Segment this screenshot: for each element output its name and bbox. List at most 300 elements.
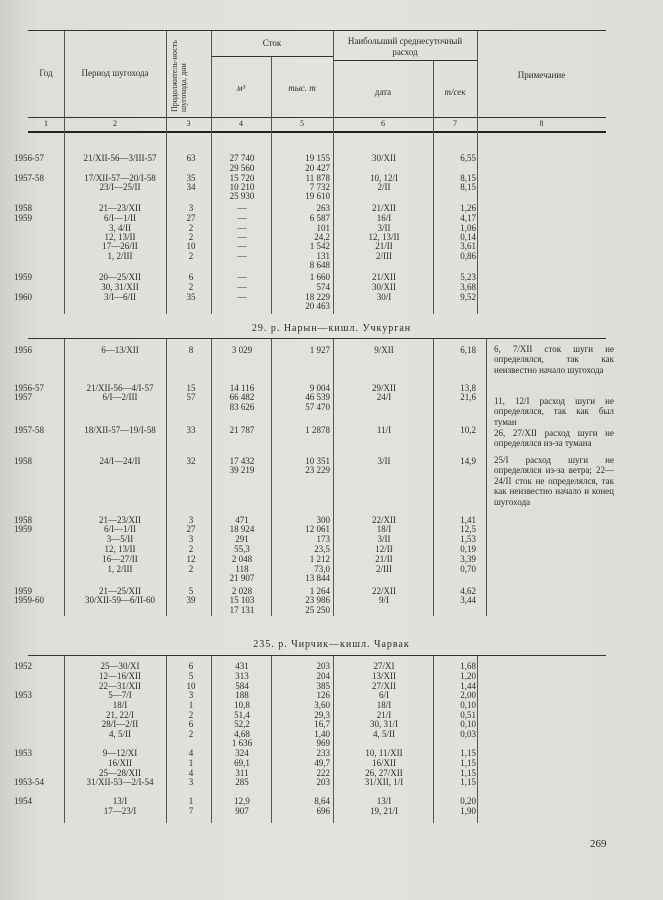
cell-date: 18/I (376, 524, 392, 534)
col-divider (64, 338, 65, 616)
cell-m3: — (237, 223, 247, 233)
cell-year: 1957-58 (14, 173, 44, 183)
cell-rate: 1,06 (460, 223, 476, 233)
cell-t: 19 155 (305, 153, 330, 163)
cell-rate: 9,52 (460, 292, 476, 302)
cell-period: 6/I—1/II (104, 213, 136, 223)
cell-days: 35 (186, 173, 196, 183)
cell-t: 969 (316, 738, 330, 748)
cell-period: 18/XII-57—19/I-58 (84, 425, 156, 435)
cell-t: 1 264 (309, 586, 330, 596)
cell-m3: 907 (235, 806, 249, 816)
cell-m3: 4,68 (234, 729, 250, 739)
cell-year: 1958 (14, 515, 32, 525)
cell-date: 16/XII (372, 758, 396, 768)
cell-t: 12 061 (305, 524, 330, 534)
cell-t: 20 463 (305, 301, 330, 311)
header-period: Период шугохода (81, 68, 149, 78)
cell-rate: 0,19 (460, 544, 476, 554)
header-duration: Продолжитель-ность шугохода, дни (170, 40, 188, 112)
cell-m3: — (237, 232, 247, 242)
cell-t: 1 212 (309, 554, 330, 564)
cell-m3: 188 (235, 690, 249, 700)
column-number: 5 (300, 119, 304, 128)
cell-rate: 3,61 (460, 241, 476, 251)
cell-year: 1958 (14, 456, 32, 466)
cell-t: 23,5 (314, 544, 330, 554)
cell-t: 13 844 (305, 573, 330, 583)
cell-year: 1953 (14, 748, 32, 758)
cell-m3: 118 (235, 564, 249, 574)
cell-date: 9/XII (374, 345, 394, 355)
cell-days: 39 (186, 595, 196, 605)
cell-days: 1 (188, 700, 194, 710)
cell-days: 6 (188, 272, 194, 282)
cell-date: 22/XII (372, 586, 396, 596)
cell-rate: 6,55 (460, 153, 476, 163)
cell-period: 6—13/XII (101, 345, 139, 355)
cell-m3: 51,4 (234, 710, 250, 720)
cell-rate: 0,86 (460, 251, 476, 261)
header-rule (28, 117, 606, 118)
cell-date: 10, 12/I (370, 173, 398, 183)
cell-rate: 21,6 (460, 392, 476, 402)
cell-rate: 8,15 (460, 182, 476, 192)
cell-days: 2 (188, 282, 194, 292)
cell-m3: — (237, 241, 247, 251)
cell-m3: 14 116 (229, 383, 255, 393)
maxflow-sub-rule (334, 60, 477, 61)
cell-period: 4, 5/II (109, 729, 131, 739)
cell-period: 30/XII-59—6/II-60 (85, 595, 155, 605)
cell-rate: 0,10 (460, 719, 476, 729)
col-divider (211, 338, 212, 616)
cell-t: 222 (316, 768, 330, 778)
cell-date: 13/XII (372, 671, 396, 681)
cell-days: 4 (188, 748, 194, 758)
section-title: 235. р. Чирчик—кишл. Чарвак (253, 639, 410, 650)
cell-t: 11 878 (305, 173, 330, 183)
cell-days: 6 (188, 661, 194, 671)
cell-t: 131 (316, 251, 330, 261)
cell-period: 21—25/XII (99, 586, 141, 596)
cell-period: 21, 22/I (106, 710, 134, 720)
cell-m3: — (237, 272, 247, 282)
cell-date: 3/II (377, 223, 391, 233)
cell-t: 203 (316, 777, 330, 787)
cell-m3: 15 103 (229, 595, 255, 605)
cell-m3: 3 029 (231, 345, 253, 355)
cell-m3: — (237, 213, 247, 223)
cell-days: 4 (188, 768, 194, 778)
cell-m3: 25 930 (229, 191, 255, 201)
cell-date: 3/II (377, 456, 391, 466)
cell-rate: 0,14 (460, 232, 476, 242)
cell-date: 18/I (376, 700, 392, 710)
cell-t: 7 732 (309, 182, 330, 192)
cell-date: 22/XII (372, 515, 396, 525)
cell-rate: 1,15 (460, 768, 476, 778)
header-flow-t: тыс. т (288, 83, 316, 93)
cell-date: 12/II (375, 544, 393, 554)
cell-m3: 83 626 (229, 402, 255, 412)
cell-m3: 10,8 (234, 700, 250, 710)
cell-rate: 6,18 (460, 345, 476, 355)
header-maxflow: Наибольший среднесуточный расход (347, 36, 463, 57)
cell-rate: 2,00 (460, 690, 476, 700)
cell-days: 3 (188, 203, 194, 213)
cell-period: 12, 13/II (104, 232, 136, 242)
cell-t: 385 (316, 681, 330, 691)
cell-t: 173 (316, 534, 330, 544)
cell-t: 3,60 (314, 700, 330, 710)
cell-year: 1959 (14, 586, 32, 596)
cell-m3: 324 (235, 748, 249, 758)
cell-m3: 2 028 (231, 586, 253, 596)
cell-t: 696 (316, 806, 330, 816)
cell-rate: 0,20 (460, 796, 476, 806)
cell-year: 1956-57 (14, 153, 44, 163)
cell-period: 25—28/XII (99, 768, 141, 778)
cell-date: 27/XI (373, 661, 395, 671)
cell-period: 21—23/XII (99, 515, 141, 525)
cell-t: 233 (316, 748, 330, 758)
cell-days: 6 (188, 719, 194, 729)
cell-date: 26, 27/XII (365, 768, 403, 778)
cell-period: 1, 2/III (107, 564, 133, 574)
cell-date: 21/I (376, 710, 392, 720)
cell-period: 30, 31/XII (101, 282, 139, 292)
cell-t: 263 (316, 203, 330, 213)
cell-date: 21/XII (372, 203, 396, 213)
cell-rate: 0,70 (460, 564, 476, 574)
cell-m3: 55,3 (234, 544, 250, 554)
col-divider (433, 338, 434, 616)
cell-days: 1 (188, 758, 194, 768)
cell-rate: 4,17 (460, 213, 476, 223)
cell-days: 3 (188, 515, 194, 525)
cell-days: 3 (188, 534, 194, 544)
cell-m3: 18 924 (229, 524, 255, 534)
cell-m3: 21 907 (229, 573, 255, 583)
cell-t: 1,40 (314, 729, 330, 739)
cell-t: 18 229 (305, 292, 330, 302)
cell-days: 12 (186, 554, 196, 564)
cell-period: 28/I—2/II (101, 719, 139, 729)
cell-date: 12, 13/II (368, 232, 400, 242)
cell-rate: 4,62 (460, 586, 476, 596)
cell-days: 15 (186, 383, 196, 393)
header-date: дата (374, 87, 392, 97)
cell-period: 1, 2/III (107, 251, 133, 261)
col-divider (211, 31, 212, 314)
cell-t: 29,3 (314, 710, 330, 720)
cell-year: 1959 (14, 524, 32, 534)
cell-m3: — (237, 251, 247, 261)
cell-date: 9/I (379, 595, 389, 605)
cell-date: 30/XII (372, 153, 396, 163)
cell-period: 3, 4/II (109, 223, 131, 233)
cell-m3: 21 787 (229, 425, 255, 435)
cell-rate: 1,26 (460, 203, 476, 213)
cell-t: 300 (316, 515, 330, 525)
cell-m3: 313 (235, 671, 249, 681)
cell-t: 8,64 (314, 796, 330, 806)
cell-days: 5 (188, 671, 194, 681)
cell-rate: 1,41 (460, 515, 476, 525)
cell-period: 21/XII-56—4/I-57 (86, 383, 154, 393)
cell-days: 3 (188, 777, 194, 787)
cell-t: 23 229 (305, 465, 330, 475)
cell-date: 6/I (379, 690, 389, 700)
cell-days: 35 (186, 292, 196, 302)
cell-days: 1 (188, 796, 194, 806)
cell-date: 2/III (376, 564, 392, 574)
cell-year: 1957 (14, 392, 32, 402)
cell-m3: 17 432 (229, 456, 255, 466)
cell-days: 3 (188, 690, 194, 700)
cell-period: 3/I—6/II (104, 292, 136, 302)
column-number: 7 (453, 119, 457, 128)
cell-days: 63 (186, 153, 196, 163)
cell-m3: 27 740 (229, 153, 255, 163)
note: 6, 7/XII сток шуги не определялся, так как неизвестно начало шугохода (494, 344, 614, 375)
cell-rate: 5,23 (460, 272, 476, 282)
cell-date: 21/XII (372, 272, 396, 282)
cell-date: 4, 5/II (373, 729, 395, 739)
cell-t: 6 587 (309, 213, 330, 223)
cell-t: 16,7 (314, 719, 330, 729)
cell-rate: 10,2 (460, 425, 476, 435)
cell-rate: 0,51 (460, 710, 476, 720)
flow-sub-rule (212, 56, 334, 57)
cell-t: 46 539 (305, 392, 330, 402)
cell-date: 30/I (376, 292, 392, 302)
cell-t: 574 (316, 282, 330, 292)
header-note: Примечание (517, 70, 566, 80)
cell-period: 12, 13/II (104, 544, 136, 554)
cell-period: 22—31/XII (99, 681, 141, 691)
cell-m3: 291 (235, 534, 249, 544)
cell-rate: 1,44 (460, 681, 476, 691)
cell-days: 34 (186, 182, 196, 192)
cell-date: 10, 11/XII (365, 748, 403, 758)
cell-days: 2 (188, 729, 194, 739)
cell-period: 17—23/I (103, 806, 137, 816)
cell-t: 1 2878 (305, 425, 330, 435)
cell-date: 16/I (376, 213, 392, 223)
cell-year: 1952 (14, 661, 32, 671)
cell-m3: 17 131 (229, 605, 255, 615)
cell-year: 1959-60 (14, 595, 44, 605)
cell-period: 18/I (112, 700, 128, 710)
column-number: 3 (186, 119, 191, 128)
cell-rate: 1,15 (460, 758, 476, 768)
cell-m3: 2 048 (231, 554, 253, 564)
cell-period: 6/I—1/II (104, 524, 136, 534)
cell-period: 21—23/XII (99, 203, 141, 213)
cell-m3: 15 720 (229, 173, 255, 183)
cell-days: 27 (186, 213, 196, 223)
cell-rate: 1,20 (460, 671, 476, 681)
column-number: 1 (44, 119, 48, 128)
cell-m3: — (237, 292, 247, 302)
col-divider (477, 655, 478, 823)
cell-rate: 3,39 (460, 554, 476, 564)
cell-t: 126 (316, 690, 330, 700)
cell-m3: 66 482 (229, 392, 255, 402)
cell-rate: 1,53 (460, 534, 476, 544)
note: 26, 27/XII расход шуги не определялся из-за тумана (494, 428, 614, 449)
cell-date: 29/XII (372, 383, 396, 393)
cell-t: 101 (316, 223, 330, 233)
cell-days: 10 (186, 241, 196, 251)
cell-period: 16—27/II (102, 554, 138, 564)
cell-date: 24/I (376, 392, 392, 402)
col-divider (64, 655, 65, 823)
cell-t: 25 250 (305, 605, 330, 615)
section-rule (28, 338, 606, 339)
cell-rate: 3,44 (460, 595, 476, 605)
cell-m3: 285 (235, 777, 249, 787)
cell-days: 33 (186, 425, 196, 435)
cell-period: 6/I—2/III (102, 392, 138, 402)
cell-t: 1 542 (309, 241, 330, 251)
header-year: Год (39, 68, 53, 78)
section-title: 29. р. Нарын—кишл. Учкурган (251, 323, 412, 334)
cell-period: 21/XII-56—3/III-57 (83, 153, 157, 163)
cell-date: 19, 21/I (370, 806, 398, 816)
cell-t: 20 427 (305, 163, 330, 173)
cell-days: 32 (186, 456, 196, 466)
page-number: 269 (590, 838, 607, 850)
cell-period: 20—25/XII (99, 272, 141, 282)
cell-period: 17/XII-57—20/I-58 (84, 173, 156, 183)
cell-t: 23 986 (305, 595, 330, 605)
cell-year: 1953-54 (14, 777, 44, 787)
cell-year: 1954 (14, 796, 32, 806)
col-divider (166, 338, 167, 616)
cell-t: 73,0 (314, 564, 330, 574)
cell-year: 1958 (14, 203, 32, 213)
cell-period: 23/I—25/II (99, 182, 141, 192)
column-number: 6 (381, 119, 385, 128)
cell-year: 1959 (14, 213, 32, 223)
cell-t: 9 004 (309, 383, 330, 393)
section-rule (28, 655, 606, 656)
cell-rate: 8,15 (460, 173, 476, 183)
cell-date: 13/I (376, 796, 392, 806)
column-number: 4 (239, 119, 243, 128)
cell-t: 49,7 (314, 758, 330, 768)
cell-rate: 1,15 (460, 777, 476, 787)
col-divider (486, 338, 487, 616)
col-divider (333, 338, 334, 616)
cell-rate: 14,9 (460, 456, 476, 466)
cell-period: 17—26/II (102, 241, 138, 251)
cell-t: 8 648 (309, 260, 330, 270)
cell-t: 19 610 (305, 191, 330, 201)
note: 25/I расход шуги не определялся из-за ветра; 22—24/II сток не определялся, так как неизвестно начало и конец шугохода (494, 455, 614, 507)
table-top-rule (28, 30, 606, 31)
cell-t: 204 (316, 671, 330, 681)
cell-date: 21/II (375, 241, 393, 251)
cell-days: 10 (186, 681, 196, 691)
cell-date: 30, 31/I (370, 719, 398, 729)
note: 11, 12/I расход шуги не определялся, так как был туман (494, 396, 614, 427)
cell-rate: 0,03 (460, 729, 476, 739)
cell-date: 30/XII (372, 282, 396, 292)
cell-days: 2 (188, 223, 194, 233)
cell-period: 9—12/XI (102, 748, 138, 758)
cell-m3: 311 (235, 768, 249, 778)
cell-t: 10 351 (305, 456, 330, 466)
column-number: 2 (113, 119, 117, 128)
header-rate: т/сек (444, 87, 466, 97)
cell-days: 2 (188, 710, 194, 720)
cell-days: 2 (188, 251, 194, 261)
cell-m3: 39 219 (229, 465, 255, 475)
cell-m3: 29 560 (229, 163, 255, 173)
cell-year: 1956 (14, 345, 32, 355)
column-number: 8 (539, 119, 544, 128)
cell-days: 2 (188, 232, 194, 242)
cell-rate: 0,10 (460, 700, 476, 710)
cell-year: 1959 (14, 272, 32, 282)
cell-m3: 69,1 (234, 758, 250, 768)
cell-m3: 52,2 (234, 719, 250, 729)
cell-m3: 12,9 (234, 796, 250, 806)
cell-year: 1956-57 (14, 383, 44, 393)
cell-rate: 12,5 (460, 524, 476, 534)
cell-m3: — (237, 203, 247, 213)
cell-t: 57 470 (305, 402, 330, 412)
cell-date: 27/XII (372, 681, 396, 691)
cell-date: 2/II (377, 182, 391, 192)
cell-t: 24,2 (314, 232, 330, 242)
cell-period: 24/I—24/II (99, 456, 141, 466)
cell-t: 1 660 (309, 272, 330, 282)
cell-period: 5—7/I (108, 690, 132, 700)
cell-period: 16/XII (108, 758, 132, 768)
cell-year: 1960 (14, 292, 32, 302)
header-flow-m3: м³ (236, 83, 246, 93)
cell-rate: 3,68 (460, 282, 476, 292)
cell-m3: — (237, 282, 247, 292)
cell-days: 7 (188, 806, 194, 816)
cell-m3: 471 (235, 515, 249, 525)
cell-period: 13/I (112, 796, 128, 806)
cell-year: 1953 (14, 690, 32, 700)
cell-date: 3/II (377, 534, 391, 544)
cell-period: 31/XII-53—2/I-54 (86, 777, 154, 787)
cell-rate: 1,68 (460, 661, 476, 671)
cell-m3: 1 636 (231, 738, 253, 748)
col-divider (211, 655, 212, 823)
cell-m3: 584 (235, 681, 249, 691)
cell-t: 1 927 (309, 345, 330, 355)
cell-period: 3—5/II (106, 534, 134, 544)
cell-date: 21/II (375, 554, 393, 564)
cell-rate: 13,8 (460, 383, 476, 393)
cell-year: 1957-58 (14, 425, 44, 435)
cell-rate: 1,90 (460, 806, 476, 816)
column-number-rule (28, 131, 606, 133)
header-flow: Сток (262, 38, 282, 48)
cell-days: 2 (188, 564, 194, 574)
cell-m3: 431 (235, 661, 249, 671)
cell-days: 27 (186, 524, 196, 534)
